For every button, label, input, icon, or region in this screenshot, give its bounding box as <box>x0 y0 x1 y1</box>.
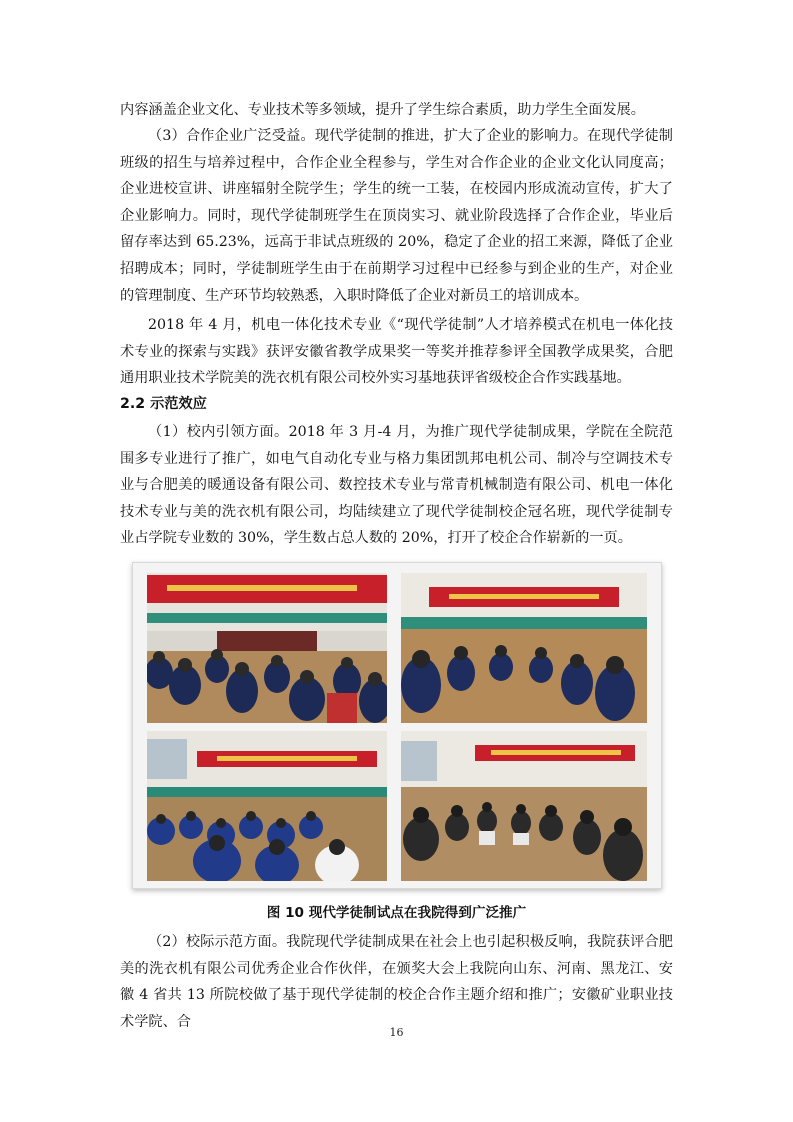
photo-ceremony-4 <box>401 731 647 881</box>
figure-photo-grid <box>132 562 662 889</box>
page-number: 16 <box>389 1026 404 1039</box>
section-heading: 2.2 示范效应 <box>120 396 207 412</box>
paragraph-award: 2018 年 4 月，机电一体化技术专业《“现代学徒制”人才培养模式在机电一体化技术专业的探索与实践》获评安徽省教学成果奖一等奖并推荐参评全国教学成果奖，合肥通用职业技术学院美的洗衣机有限公司校外实习基地获评省级校企合作实践基地。 <box>120 317 673 387</box>
paragraph-intro: 内容涵盖企业文化、专业技术等多领域，提升了学生综合素质，助力学生全面发展。 <box>120 102 645 118</box>
paragraph-cooperating-enterprises: （3）合作企业广泛受益。现代学徒制的推进，扩大了企业的影响力。在现代学徒制班级的招生与培养过程中，合作企业全程参与，学生对合作企业的企业文化认同度高；企业进校宣讲、讲座辐射全院学生；学生的统一工装，在校园内形成流动宣传，扩大了企业影响力。同时，现代学徒制班学生在顶岗实习、就业阶段选择了合作企业，毕业后留存率达到 65.23%，远高于非试点班级的 20%，稳定了企业的招工来源，降低了企业招聘成本；同时，学徒制班学生由于在前期学习过程中已经参与到企业的生产，对企业的管理制度、生产环节均较熟悉，入职时降低了企业对新员工的培训成本。 <box>120 128 673 304</box>
photo-ceremony-1 <box>147 573 387 723</box>
photo-ceremony-2 <box>401 573 647 723</box>
figure-caption: 图 10 现代学徒制试点在我院得到广泛推广 <box>266 905 527 921</box>
paragraph-internal-leadership: （1）校内引领方面。2018 年 3 月-4 月，为推广现代学徒制成果，学院在全院范围多专业进行了推广，如电气自动化专业与格力集团凯邦电机公司、制冷与空调技术专业与合肥美的暖通设备有限公司、数控技术专业与常青机械制造有限公司、机电一体化技术专业与美的洗衣机有限公司，均陆续建立了现代学徒制校企冠名班，现代学徒制专业占学院专业数的 30%，学生数占总人数的 20%，打开了校企合作崭新的一页。 <box>120 424 673 547</box>
photo-ceremony-3 <box>147 731 387 881</box>
paragraph-external-demonstration: （2）校际示范方面。我院现代学徒制成果在社会上也引起积极反响，我院获评合肥美的洗衣机有限公司优秀企业合作伙伴，在颁奖大会上我院向山东、河南、黑龙江、安徽 4 省共 13 所院校做了基于现代学徒制的校企合作主题介绍和推广；安徽矿业职业技术学院、合 <box>120 934 673 1030</box>
